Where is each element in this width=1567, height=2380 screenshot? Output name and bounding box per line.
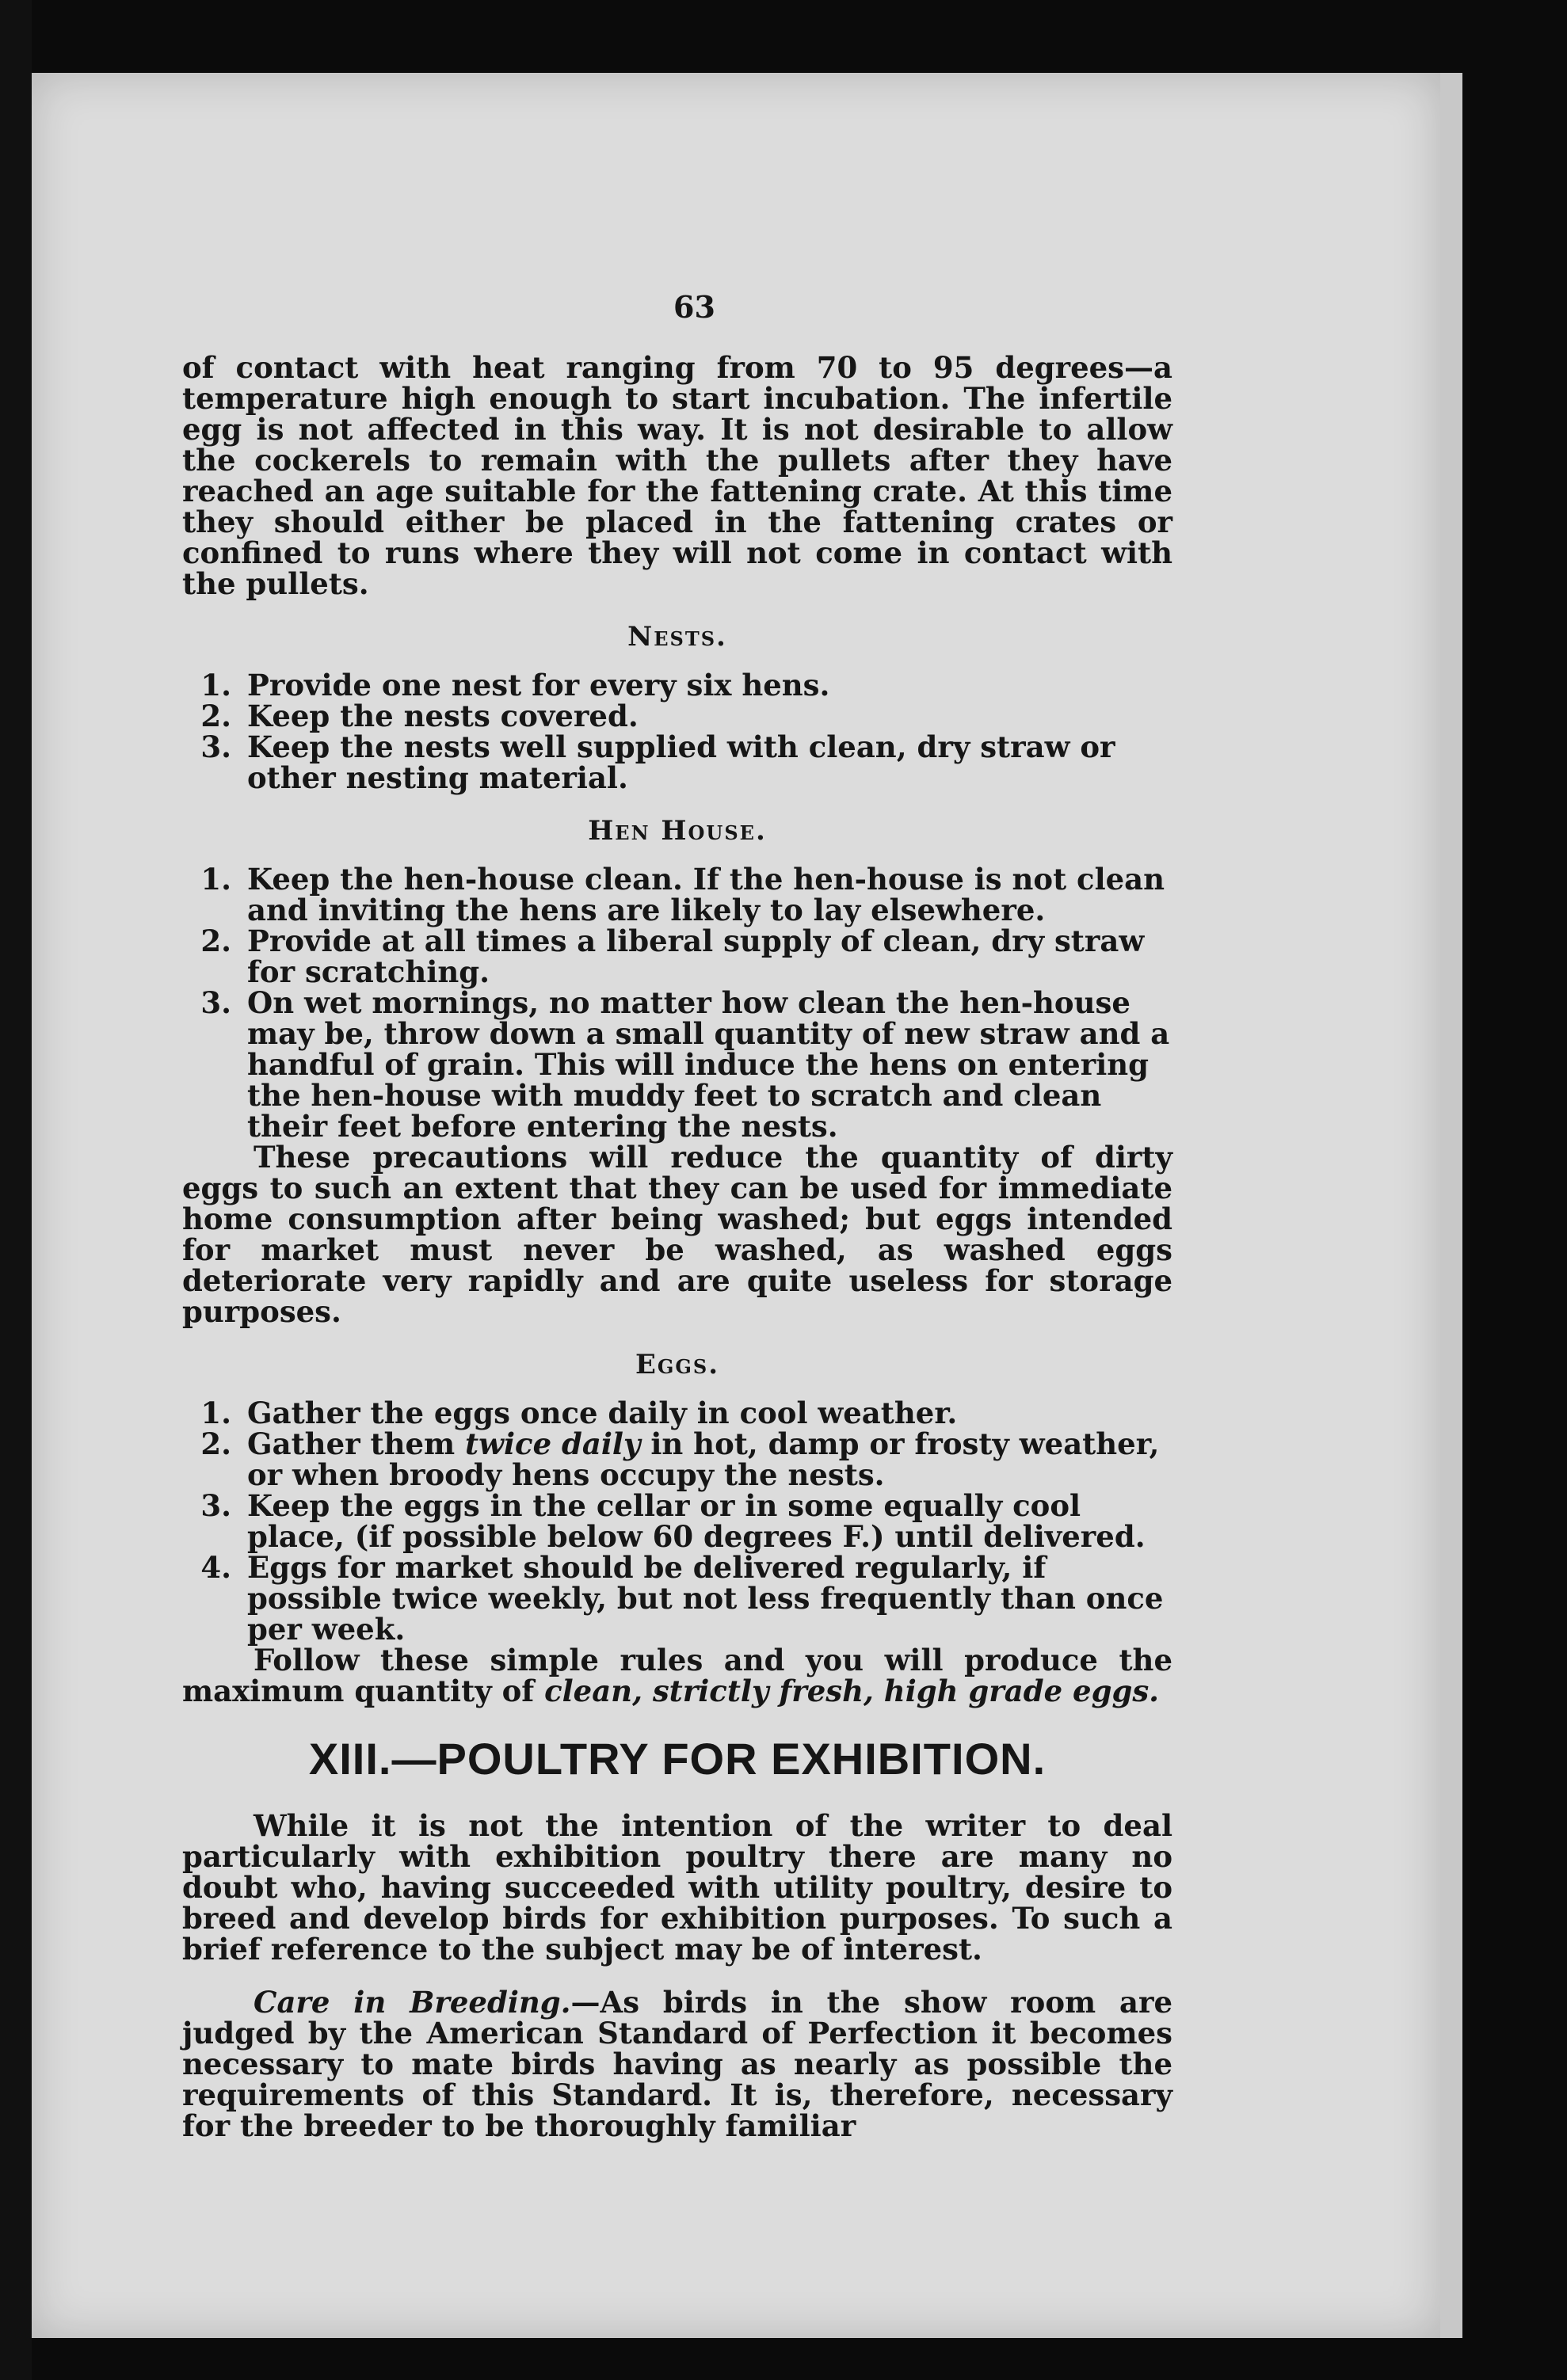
list-item-number: 2. <box>200 923 231 958</box>
page-body <box>182 352 1172 2142</box>
list-item <box>182 1398 1172 1429</box>
section-title: XIII.—POULTRY FOR EXHIBITION. <box>308 1734 1047 1784</box>
exhibition-paragraph: While it is not the intention of the writer to deal particularly with exhibition poultry there are many no doubt who, having succeeded with utility poultry, desire to breed and develop birds for exhibition purposes. To such a brief reference to the subject may be of interest. <box>182 1808 1172 1967</box>
precautions-paragraph: These precautions will reduce the quantity of dirty eggs to such an extent that they can be used for immediate home consumption after being washed; but eggs intended for market must never be washed, as washed eggs deteriorate very rapidly and are quite useless for storage purposes. <box>182 1140 1172 1329</box>
care-in-breeding-paragraph <box>182 1987 1172 2142</box>
intro-paragraph: of contact with heat ranging from 70 to 95 degrees—a temperature high enough to start incubation. The infertile egg is not affected in this way. It is not desirable to allow the cockerels to remain with the pullets after they have reached an age suitable for the fattening crate. At this time they should either be placed in the fattening crates or confined to runs where they will not come in contact with the pullets. <box>182 350 1172 601</box>
eggs-list <box>182 1398 1172 1645</box>
list-item-text: in hot, damp or frosty weather, or when broody hens occupy the nests. <box>247 1426 1160 1492</box>
list-item <box>182 985 1172 1144</box>
list-item-number: 3. <box>200 1488 231 1523</box>
list-item-number: 1. <box>200 1396 231 1430</box>
list-item <box>182 1488 1172 1554</box>
list-item <box>182 729 1172 795</box>
list-item-text: Gather the eggs once daily in cool weather. <box>247 1396 958 1430</box>
list-item <box>182 1426 1172 1492</box>
list-item-text: Keep the nests covered. <box>247 699 639 733</box>
list-item-text: Keep the nests well supplied with clean, dry straw or other nesting material. <box>247 729 1115 795</box>
list-item-number: 1. <box>200 862 231 897</box>
list-item-number: 3. <box>200 985 231 1020</box>
list-item-text: Gather them <box>247 1426 466 1461</box>
list-item-text: On wet mornings, no matter how clean the hen-house may be, throw down a small quantity of new straw and a handful of grain. This will induce the hens on entering the hen-house with muddy feet to scratch and clean their feet before entering the nests. <box>247 985 1170 1144</box>
list-item-emphasis: twice daily <box>465 1426 641 1461</box>
page-number: 63 <box>673 289 715 325</box>
list-item-number: 4. <box>200 1550 231 1585</box>
list-item-text: Keep the hen-house clean. If the hen-house is not clean and inviting the hens are likely to lay elsewhere. <box>247 862 1165 927</box>
list-item <box>182 1552 1172 1645</box>
eggs-heading: Eggs. <box>635 1349 720 1380</box>
list-item <box>182 864 1172 926</box>
care-in-breeding-lead: Care in Breeding. <box>254 1985 571 2020</box>
list-item <box>182 670 1172 701</box>
list-item-text: Provide at all times a liberal supply of clean, dry straw for scratching. <box>247 923 1145 989</box>
list-item-number: 1. <box>200 668 231 703</box>
list-item-text: Keep the eggs in the cellar or in some equally cool place, (if possible below 60 degrees F.) until delivered. <box>247 1488 1146 1554</box>
nests-heading: Nests. <box>627 621 727 653</box>
nests-list <box>182 670 1172 794</box>
list-item-number: 3. <box>200 729 231 764</box>
list-item-number: 2. <box>200 699 231 733</box>
list-item <box>182 923 1172 989</box>
list-item <box>182 701 1172 732</box>
list-item-text: Eggs for market should be delivered regularly, if possible twice weekly, but not less frequently than once per week. <box>247 1550 1164 1647</box>
scan-border <box>0 0 32 2380</box>
care-in-breeding-text: —As birds in the show room are judged by the American Standard of Perfection it becomes necessary to mate birds having as nearly as possible the requirements of this Standard. It is, therefore, necessary for the breeder to be thoroughly familiar <box>182 1985 1172 2143</box>
closing-text: Follow these simple rules and you will produce the maximum quantity of <box>182 1643 1172 1708</box>
hen-house-heading: Hen House. <box>588 815 767 847</box>
list-item-number: 2. <box>200 1426 231 1461</box>
hen-house-list <box>182 864 1172 1142</box>
list-item-text: Provide one nest for every six hens. <box>247 668 830 703</box>
closing-emphasis: clean, strictly fresh, high grade eggs. <box>544 1674 1160 1708</box>
closing-paragraph <box>182 1645 1172 1707</box>
